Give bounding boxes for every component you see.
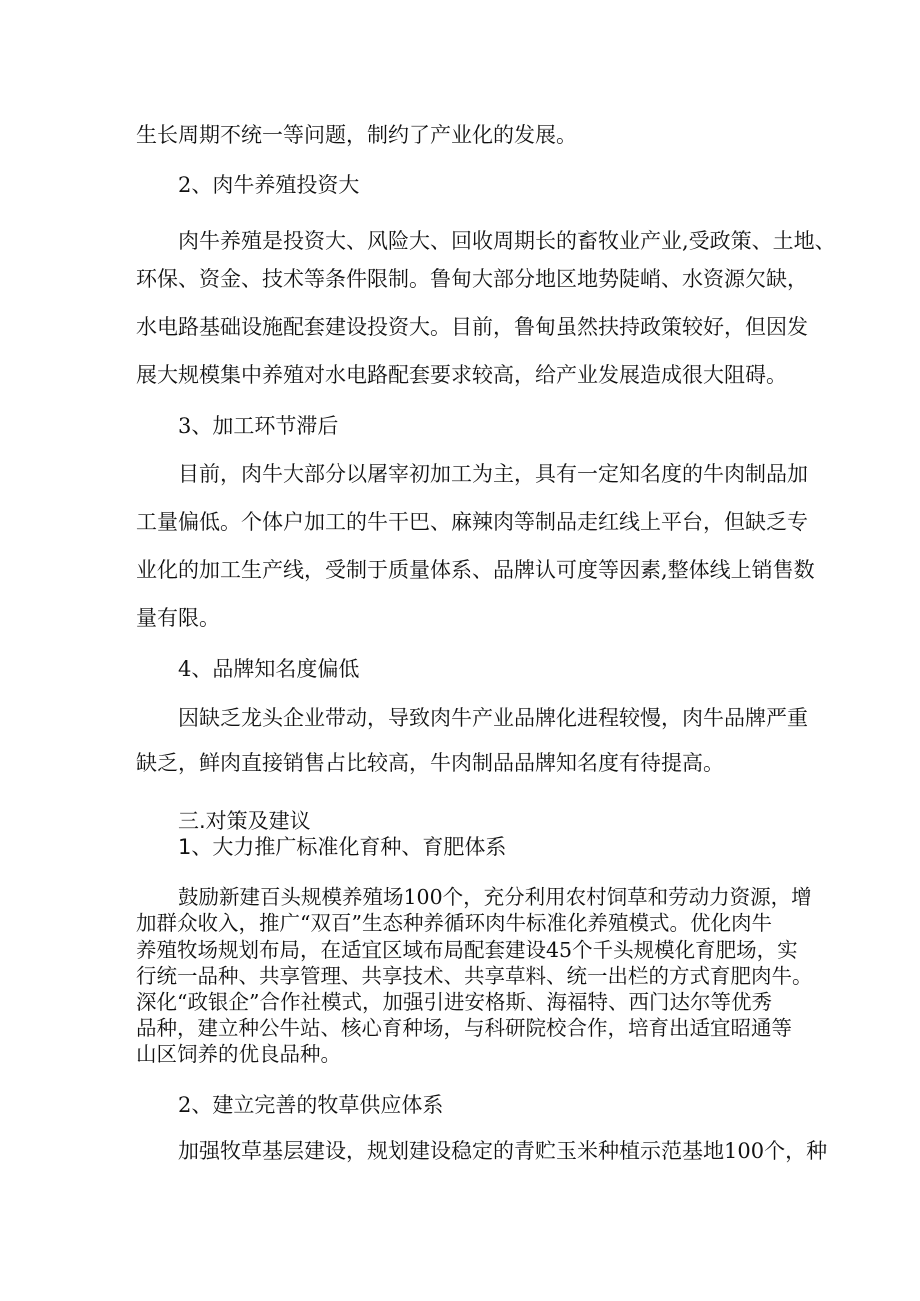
subheading-brand: 4、品牌知名度偏低 — [178, 657, 360, 681]
paragraph-line: 生长周期不统一等问题，制约了产业化的发展。 — [136, 123, 577, 147]
paragraph-line: 山区饲养的优良品种。 — [136, 1042, 341, 1066]
subheading-investment: 2、肉牛养殖投资大 — [178, 173, 360, 197]
paragraph-line: 展大规模集中养殖对水电路配套要求较高，给产业发展造成很大阻碍。 — [136, 363, 787, 387]
paragraph-line: 量有限。 — [136, 606, 220, 630]
paragraph-line: 养殖牧场规划布局，在适宜区域布局配套建设45个千头规模化育肥场，实 — [136, 938, 798, 962]
subheading-processing: 3、加工环节滞后 — [178, 414, 339, 438]
paragraph-line: 加强牧草基层建设，规划建设稳定的青贮玉米种植示范基地100个，种 — [178, 1139, 828, 1163]
paragraph-line: 加群众收入，推广“双百”生态种养循环肉牛标准化养殖模式。优化肉牛 — [136, 911, 772, 935]
paragraph-line: 目前，肉牛大部分以屠宰初加工为主，具有一定知名度的牛肉制品加 — [178, 462, 808, 486]
paragraph-line: 缺乏，鲜肉直接销售占比较高，牛肉制品品牌知名度有待提高。 — [136, 751, 724, 775]
subheading-forage: 2、建立完善的牧草供应体系 — [178, 1093, 444, 1117]
paragraph-line: 环保、资金、技术等条件限制。鲁甸大部分地区地势陡峭、水资源欠缺， — [136, 267, 808, 291]
paragraph-line: 工量偏低。个体户加工的牛干巴、麻辣肉等制品走红线上平台，但缺乏专 — [136, 510, 808, 534]
paragraph-line: 鼓励新建百头规模养殖场100个，充分利用农村饲草和劳动力资源，增 — [178, 885, 812, 909]
paragraph-line: 因缺乏龙头企业带动，导致肉牛产业品牌化进程较慢，肉牛品牌严重 — [178, 706, 808, 730]
paragraph-line: 深化“政银企”合作社模式，加强引进安格斯、海福特、西门达尔等优秀 — [136, 990, 772, 1014]
paragraph-line: 水电路基础设施配套建设投资大。目前，鲁甸虽然扶持政策较好，但因发 — [136, 315, 808, 339]
paragraph-line: 肉牛养殖是投资大、风险大、回收周期长的畜牧业产业,受政策、土地、 — [178, 229, 836, 253]
paragraph-line: 品种，建立种公牛站、核心育种场，与科研院校合作，培育出适宜昭通等 — [136, 1016, 792, 1040]
subheading-breeding: 1、大力推广标准化育种、育肥体系 — [178, 835, 507, 859]
section-heading-countermeasures: 三.对策及建议 — [178, 809, 311, 833]
paragraph-line: 业化的加工生产线，受制于质量体系、品牌认可度等因素,整体线上销售数 — [136, 558, 815, 582]
paragraph-line: 行统一品种、共享管理、共享技术、共享草料、统一出栏的方式育肥肉牛。 — [136, 964, 813, 988]
